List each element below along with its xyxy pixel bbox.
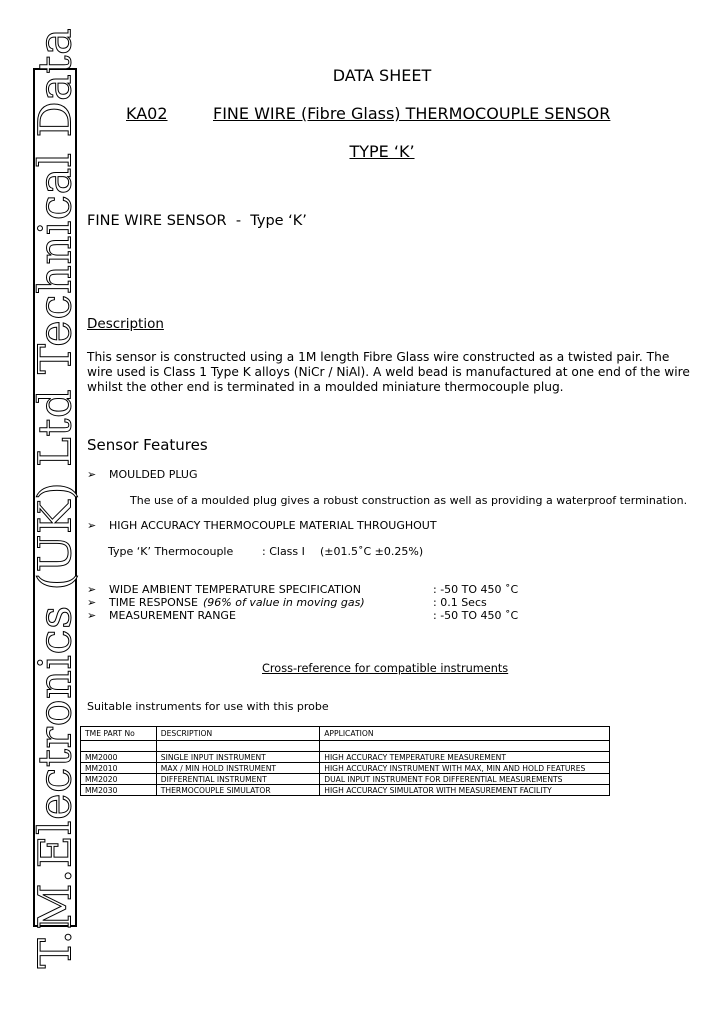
- crossref-heading: Cross-reference for compatible instruments: [262, 662, 509, 675]
- feature-label: MOULDED PLUG: [109, 468, 198, 481]
- sidebar-text: T.M.Electronics (UK) Ltd Technical Data: [28, 27, 82, 968]
- subtitle: FINE WIRE SENSOR - Type ‘K’: [87, 213, 307, 229]
- table-cell: MM2010: [81, 763, 157, 774]
- table-cell: HIGH ACCURACY TEMPERATURE MEASUREMENT: [320, 752, 610, 763]
- spec-value: : -50 TO 450 ˚C: [433, 583, 519, 596]
- sensor-type-text: TYPE ‘K’: [349, 142, 415, 161]
- table-cell: HIGH ACCURACY INSTRUMENT WITH MAX, MIN AND HOLD FEATURES: [320, 763, 610, 774]
- table-row: [81, 763, 610, 774]
- spec-note: (96% of value in moving gas): [203, 596, 365, 609]
- crossref-table: [80, 726, 610, 796]
- description-heading: Description: [87, 316, 164, 332]
- table-row: [81, 752, 610, 763]
- spec-value: : -50 TO 450 ˚C: [433, 609, 519, 622]
- thermocouple-label: Type ‘K’ Thermocouple: [108, 545, 234, 558]
- table-cell: HIGH ACCURACY SIMULATOR WITH MEASUREMENT FACILITY: [320, 785, 610, 796]
- feature-moulded-plug: [87, 468, 198, 481]
- spec-row: [87, 609, 607, 622]
- thermocouple-tolerance: (±01.5˚C ±0.25%): [320, 545, 424, 558]
- document-title: DATA SHEET: [332, 66, 432, 85]
- arrow-bullet-icon: ➢: [87, 583, 97, 596]
- description-line: whilst the other end is terminated in a moulded miniature thermocouple plug.: [87, 380, 564, 394]
- arrow-bullet-icon: ➢: [87, 468, 97, 481]
- thermocouple-class: : Class I: [262, 545, 305, 558]
- sensor-type: [82, 142, 682, 161]
- spec-label: MEASUREMENT RANGE: [109, 609, 236, 622]
- table-cell: MAX / MIN HOLD INSTRUMENT: [156, 763, 319, 774]
- spec-value: : 0.1 Secs: [433, 596, 487, 609]
- part-code: KA02: [126, 104, 168, 123]
- column-header: APPLICATION: [320, 727, 610, 741]
- column-header: TME PART No: [81, 727, 157, 741]
- description-line: This sensor is constructed using a 1M length Fibre Glass wire constructed as a twisted pair. The: [87, 350, 670, 364]
- part-title: FINE WIRE (Fibre Glass) THERMOCOUPLE SENSOR: [213, 104, 611, 123]
- table-row: [81, 785, 610, 796]
- moulded-plug-text: The use of a moulded plug gives a robust construction as well as providing a waterproof termination.: [130, 494, 688, 507]
- table-cell: DUAL INPUT INSTRUMENT FOR DIFFERENTIAL MEASUREMENTS: [320, 774, 610, 785]
- spec-row: [87, 596, 607, 609]
- crossref-intro: Suitable instruments for use with this probe: [87, 700, 329, 713]
- description-body: [87, 350, 697, 395]
- table-cell: MM2030: [81, 785, 157, 796]
- table-row: [81, 774, 610, 785]
- column-header: DESCRIPTION: [156, 727, 319, 741]
- table-cell: DIFFERENTIAL INSTRUMENT: [156, 774, 319, 785]
- feature-label: HIGH ACCURACY THERMOCOUPLE MATERIAL THROUGHOUT: [109, 519, 437, 532]
- table-cell: MM2020: [81, 774, 157, 785]
- table-header-row: [81, 727, 610, 741]
- spec-row: [87, 583, 607, 596]
- arrow-bullet-icon: ➢: [87, 596, 97, 609]
- table-cell: SINGLE INPUT INSTRUMENT: [156, 752, 319, 763]
- arrow-bullet-icon: ➢: [87, 609, 97, 622]
- spec-label: WIDE AMBIENT TEMPERATURE SPECIFICATION: [109, 583, 361, 596]
- features-heading: Sensor Features: [87, 436, 208, 454]
- sidebar-banner: [28, 27, 82, 968]
- description-line: wire used is Class 1 Type K alloys (NiCr / NiAl). A weld bead is manufactured at one end of the wire: [87, 365, 690, 379]
- spec-list: [87, 583, 607, 622]
- table-spacer-row: [81, 741, 610, 752]
- spec-label: TIME RESPONSE: [109, 596, 198, 609]
- table-cell: THERMOCOUPLE SIMULATOR: [156, 785, 319, 796]
- arrow-bullet-icon: ➢: [87, 519, 97, 532]
- feature-accuracy: [87, 519, 437, 532]
- table-cell: MM2000: [81, 752, 157, 763]
